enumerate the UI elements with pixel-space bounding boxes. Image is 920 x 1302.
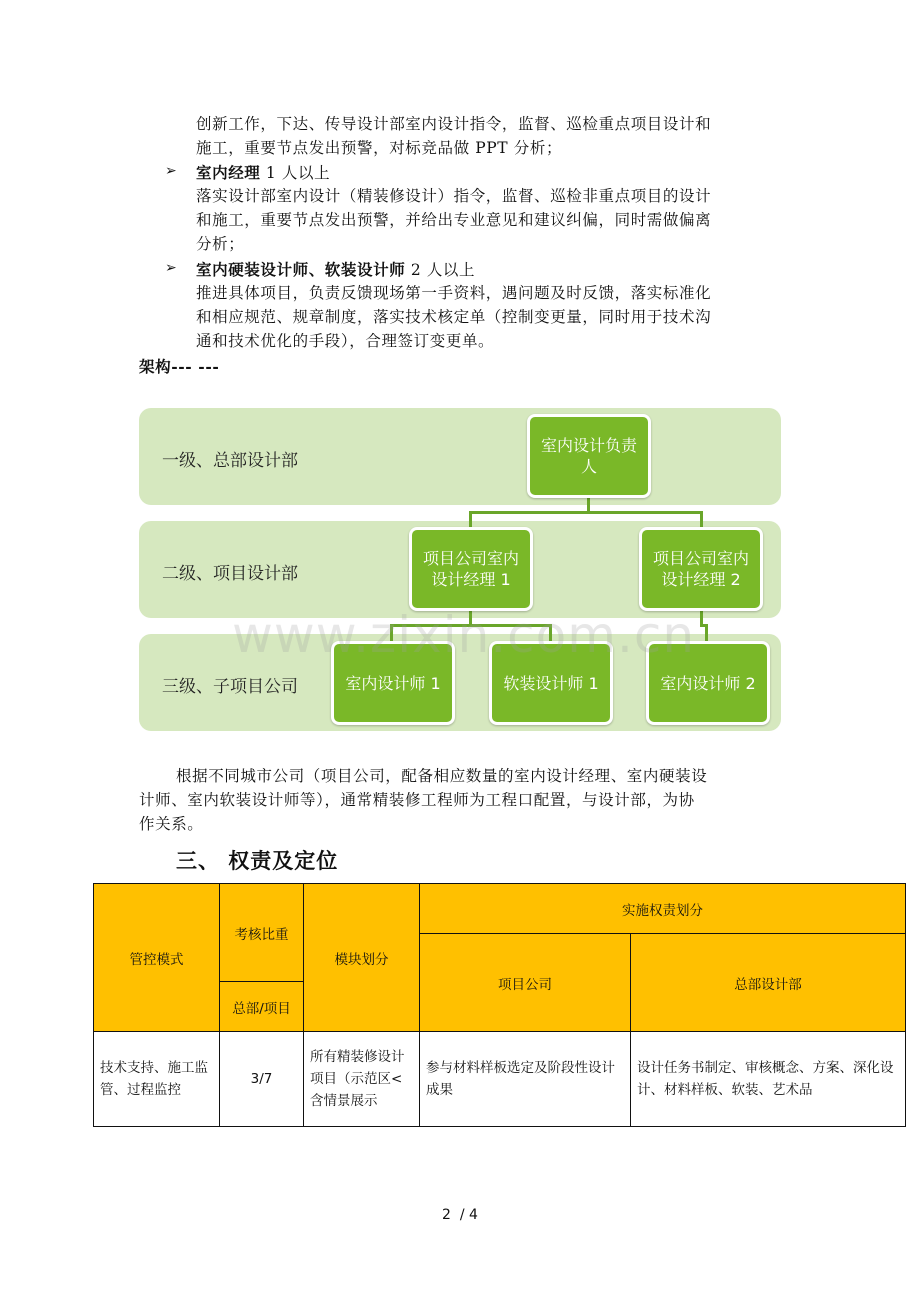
summary-line: 根据不同城市公司（项目公司，配备相应数量的室内设计经理、室内硬装设 bbox=[176, 767, 708, 785]
cell-hq-design: 设计任务书制定、审核概念、方案、深化设计、材料样板、软装、艺术品 bbox=[631, 1032, 906, 1127]
header-responsibility-split: 实施权责划分 bbox=[420, 884, 906, 934]
bullet-line: 和相应规范、规章制度，落实技术核定单（控制变更量，同时用于技术沟 bbox=[196, 308, 712, 326]
header-control-mode: 管控模式 bbox=[94, 884, 220, 1032]
node-project-design-manager-2: 项目公司室内设计经理 2 bbox=[639, 527, 763, 611]
bullet-line: 落实设计部室内设计（精装修设计）指令，监督、巡检非重点项目的设计 bbox=[196, 187, 712, 205]
section-heading: 三、 权责及定位 bbox=[176, 849, 339, 873]
bullet-title: 室内硬装设计师、软装设计师 bbox=[196, 260, 406, 279]
bullet-line: 推进具体项目，负责反馈现场第一手资料，遇问题及时反馈，落实标准化 bbox=[196, 284, 712, 302]
node-project-design-manager-1: 项目公司室内设计经理 1 bbox=[409, 527, 533, 611]
responsibility-table bbox=[93, 883, 906, 1127]
bullet-line: 和施工，重要节点发出预警，并给出专业意见和建议纠偏，同时需做偏离 bbox=[196, 211, 712, 229]
summary-line: 作关系。 bbox=[139, 815, 204, 833]
summary-line: 计师、室内软装设计师等），通常精装修工程师为工程口配置，与设计部，为协 bbox=[139, 791, 695, 809]
header-project-company: 项目公司 bbox=[420, 934, 631, 1032]
bullet-line: 通和技术优化的手段），合理签订变更单。 bbox=[196, 332, 495, 350]
level-label-2: 二级、项目设计部 bbox=[162, 564, 298, 584]
header-hq-design: 总部设计部 bbox=[631, 934, 906, 1032]
cell-control-mode: 技术支持、施工监管、过程监控 bbox=[94, 1032, 220, 1127]
node-interior-designer-1: 室内设计师 1 bbox=[331, 641, 455, 725]
bullet-title: 室内经理 bbox=[196, 163, 261, 182]
arch-heading: 架构--- --- bbox=[139, 357, 220, 376]
node-soft-designer-1: 软装设计师 1 bbox=[489, 641, 613, 725]
page-number: 2 / 4 bbox=[442, 1207, 478, 1223]
connector bbox=[469, 511, 703, 514]
cell-ratio: 3/7 bbox=[220, 1032, 304, 1127]
node-interior-design-head: 室内设计负责人 bbox=[527, 414, 651, 498]
intro-line: 创新工作，下达、传导设计部室内设计指令，监督、巡检重点项目设计和 bbox=[196, 115, 712, 133]
level-label-1: 一级、总部设计部 bbox=[162, 451, 298, 471]
level-label-3: 三级、子项目公司 bbox=[162, 677, 298, 697]
arrow-bullet-icon: ➢ bbox=[165, 260, 177, 276]
intro-line: 施工，重要节点发出预警，对标竞品做 PPT 分析； bbox=[196, 139, 563, 157]
cell-module: 所有精装修设计项目（示范区<含情景展示 bbox=[304, 1032, 420, 1127]
header-assessment-ratio: 考核比重 bbox=[220, 884, 304, 982]
cell-project-company: 参与材料样板选定及阶段性设计成果 bbox=[420, 1032, 631, 1127]
bullet-suffix: 2 人以上 bbox=[405, 261, 476, 279]
header-ratio-sub: 总部/项目 bbox=[220, 982, 304, 1032]
bullet-line: 分析； bbox=[196, 235, 245, 253]
arrow-bullet-icon: ➢ bbox=[165, 163, 177, 179]
node-interior-designer-2: 室内设计师 2 bbox=[646, 641, 770, 725]
watermark: www.zixin.com.cn bbox=[232, 606, 696, 664]
header-module: 模块划分 bbox=[304, 884, 420, 1032]
bullet-suffix: 1 人以上 bbox=[260, 164, 331, 182]
